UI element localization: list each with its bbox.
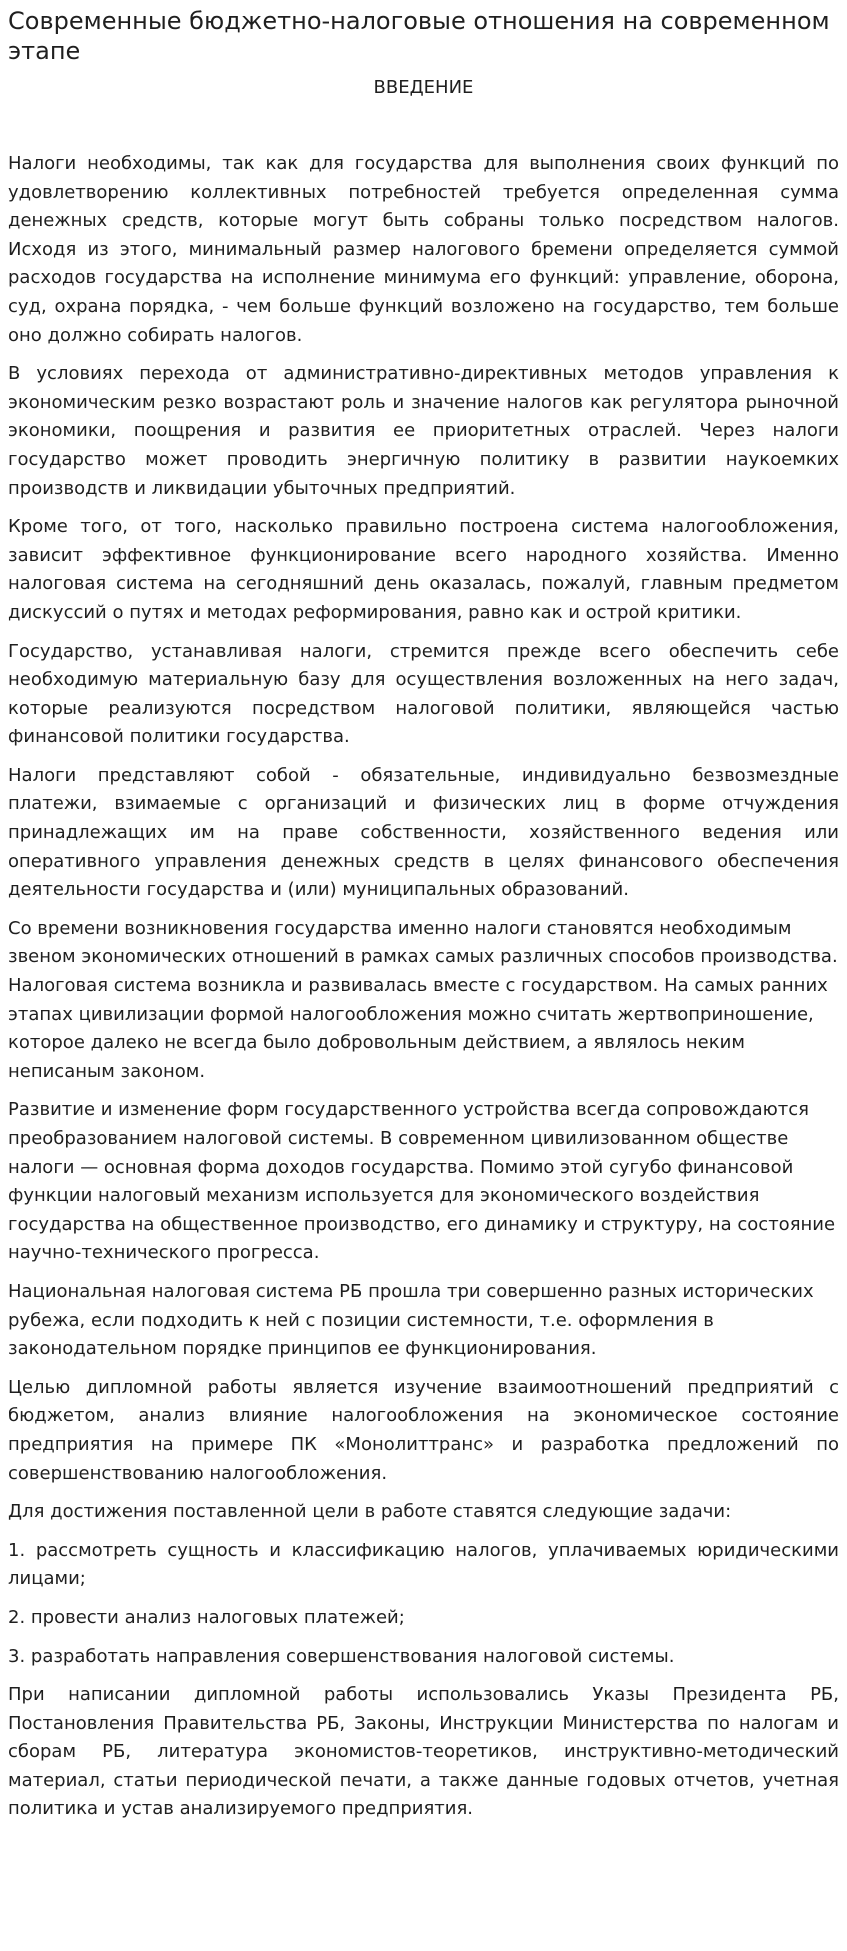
document-title: Современные бюджетно-налоговые отношения на современном этапе	[8, 7, 830, 65]
paragraph-7: Развитие и изменение форм государственного устройства всегда сопровождаются преобразованием налоговой системы. В современном цивилизованном обществе налоги — основная форма доходов государства. Помимо этой сугубо финансовой функции налоговый механизм используется для экономического воздействия государства на общественное производство, его динамику и структуру, на состояние научно-технического прогресса.	[8, 1099, 836, 1264]
section-heading-introduction: ВВЕДЕНИЕ	[373, 77, 474, 98]
paragraph-2: В условиях перехода от административно-директивных методов управления к экономическим резко возрастают роль и значение налогов как регулятора рыночной экономики, поощрения и развития ее приоритетных отраслей. Через налоги государство может проводить энергичную политику в развитии наукоемких производств и ликвидации убыточных предприятий.	[8, 363, 839, 499]
paragraph-8: Национальная налоговая система РБ прошла три совершенно разных исторических рубежа, если подходить к ней с позиции системности, т.е. оформления в законодательном порядке принципов ее функционирования.	[8, 1280, 814, 1360]
task-item-1: 1. рассмотреть сущность и классификацию налогов, уплачиваемых юридическими лицами;	[8, 1539, 839, 1590]
document-body	[8, 150, 839, 1824]
task-item-3: 3. разработать направления совершенствования налоговой системы.	[8, 1645, 675, 1667]
paragraph-9: Целью дипломной работы является изучение взаимоотношений предприятий с бюджетом, анализ влияние налогообложения на экономическое состояние предприятия на примере ПК «Монолиттранс» и разработка предложений по совершенствованию налогообложения.	[8, 1376, 839, 1484]
paragraph-6: Со времени возникновения государства именно налоги становятся необходимым звеном экономических отношений в рамках самых различных способов производства. Налоговая система возникла и развивалась вместе с государством. На самых ранних этапах цивилизации формой налогообложения можно считать жертвоприношение, которое далеко не всегда было добровольным действием, а являлось неким неписаным законом.	[8, 917, 838, 1082]
paragraph-sources: При написании дипломной работы использовались Указы Президента РБ, Постановления Правительства РБ, Законы, Инструкции Министерства по налогам и сборам РБ, литература экономистов-теоретиков, инструктивно-методический материал, статьи периодической печати, а также данные годовых отчетов, учетная политика и устав анализируемого предприятия.	[8, 1684, 839, 1820]
paragraph-4: Государство, устанавливая налоги, стремится прежде всего обеспечить себе необходимую материальную базу для осуществления возложенных на него задач, которые реализуются посредством налоговой политики, являющейся частью финансовой политики государства.	[8, 640, 839, 748]
paragraph-1: Налоги необходимы, так как для государства для выполнения своих функций по удовлетворению коллективных потребностей требуется определенная сумма денежных средств, которые могут быть собраны только посредством налогов. Исходя из этого, минимальный размер налогового бремени определяется суммой расходов государства на исполнение минимума его функций: управление, оборона, суд, охрана порядка, - чем больше функций возложено на государство, тем больше оно должно собирать налогов.	[8, 153, 839, 346]
paragraph-5: Налоги представляют собой - обязательные, индивидуально безвозмездные платежи, взимаемые с организаций и физических лиц в форме отчуждения принадлежащих им на праве собственности, хозяйственного ведения или оперативного управления денежных средств в целях финансового обеспечения деятельности государства и (или) муниципальных образований.	[8, 764, 839, 901]
task-item-2: 2. провести анализ налоговых платежей;	[8, 1606, 405, 1628]
paragraph-3: Кроме того, от того, насколько правильно построена система налогообложения, зависит эффективное функционирование всего народного хозяйства. Именно налоговая система на сегодняшний день оказалась, пожалуй, главным предметом дискуссий о путях и методах реформирования, равно как и острой критики.	[8, 516, 839, 623]
paragraph-10: Для достижения поставленной цели в работе ставятся следующие задачи:	[8, 1501, 732, 1523]
